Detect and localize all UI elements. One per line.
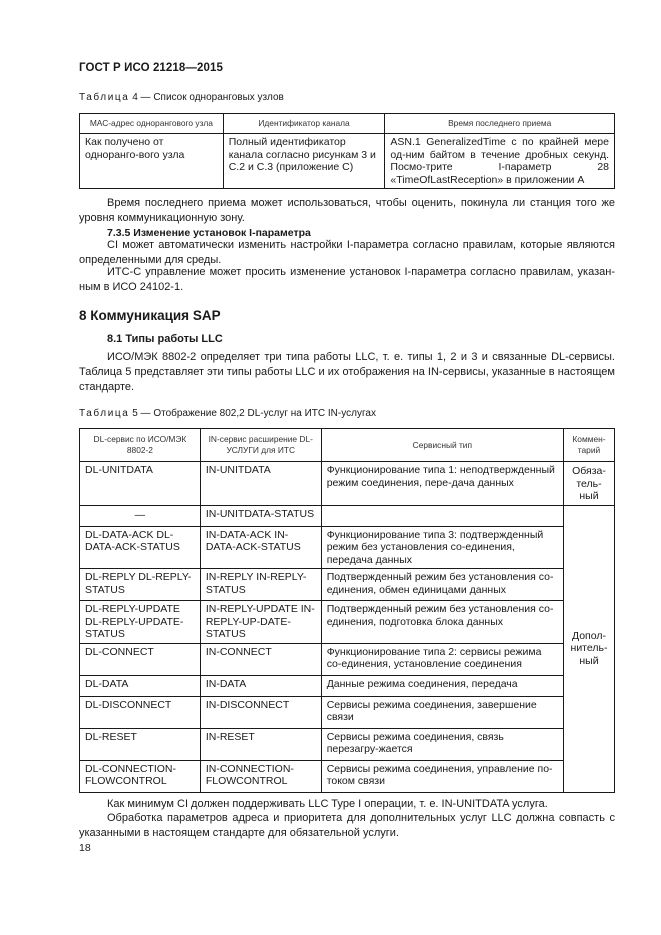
table-row	[80, 696, 615, 728]
in-service-cell: IN-CONNECT	[200, 643, 321, 675]
column-header: Сервисный тип	[321, 429, 563, 462]
table-row	[80, 134, 615, 189]
column-header: Время последнего приема	[385, 114, 615, 134]
paragraph: CI может автоматически изменить настройки I-параметра согласно правилам, которые являются определенными для среды.	[79, 239, 615, 266]
dl-service-cell: DL-DATA-ACK DL-DATA-ACK-STATUS	[80, 526, 201, 569]
dl-service-cell: DL-UNITDATA	[80, 462, 201, 506]
dl-service-cell: DL-DISCONNECT	[80, 696, 201, 728]
paragraph: ИСО/МЭК 8802-2 определяет три типа работы LLC, т. е. типы 1, 2 и 3 и связанные DL-сервисы. Таблица 5 представляет эти типы работы LLC и их отображения на IN-сервисы, указанные в настоящем стандарте.	[79, 351, 615, 393]
section-heading: 8 Коммуникация SAP	[79, 308, 221, 323]
in-service-cell: IN-DATA	[200, 675, 321, 696]
table-header-row	[80, 114, 615, 134]
column-header: МАС-адрес однорангового узла	[80, 114, 224, 134]
column-header: DL-сервис по ИСО/МЭК 8802-2	[80, 429, 201, 462]
table-row	[80, 760, 615, 792]
service-type-cell: Функционирование типа 2: сервисы режима со-единения, установление соединения	[321, 643, 563, 675]
table-peer-list	[79, 113, 615, 189]
column-header: Коммен-тарий	[563, 429, 614, 462]
table-dl-mapping	[79, 428, 615, 793]
table4-caption-text: 4 — Список одноранговых узлов	[129, 92, 284, 103]
service-type-cell: Данные режима соединения, передача	[321, 675, 563, 696]
comment-cell-optional: Допол-нитель-ный	[563, 505, 614, 792]
in-service-cell: IN-UNITDATA	[200, 462, 321, 506]
table5-caption-prefix: Таблица	[79, 408, 130, 419]
service-type-cell	[321, 505, 563, 526]
service-type-cell: Функционирование типа 1: неподтвержденный режим соединения, пере-дача данных	[321, 462, 563, 506]
in-service-cell: IN-DATA-ACK IN-DATA-ACK-STATUS	[200, 526, 321, 569]
column-header: Идентификатор канала	[223, 114, 385, 134]
table-row	[80, 526, 615, 569]
in-service-cell: IN-UNITDATA-STATUS	[200, 505, 321, 526]
table-row	[80, 643, 615, 675]
table-row	[80, 675, 615, 696]
table-cell: ASN.1 GeneralizedTime с по крайней мере од-ним байтом в течение дробных секунд. Посмо-трите I-параметр 28 «TimeOfLastReception» в приложении А	[385, 134, 615, 189]
service-type-cell: Подтвержденный режим без установления со-единения, обмен единицами данных	[321, 569, 563, 601]
paragraph: Время последнего приема может использоваться, чтобы оценить, покинула ли станция того же уровня коммуникационную зону.	[79, 197, 615, 224]
dl-service-cell: DL-DATA	[80, 675, 201, 696]
table-row	[80, 601, 615, 644]
paragraph: Обработка параметров адреса и приоритета для дополнительных услуг LLC должна совпасть с указанными в настоящем стандарте для обязательной услуги.	[79, 812, 615, 839]
paragraph: Как минимум CI должен поддерживать LLC Type I операции, т. е. IN-UNITDATA услуга.	[107, 798, 548, 810]
service-type-cell: Подтвержденный режим без установления со-единения, подготовка блока данных	[321, 601, 563, 644]
table-header-row	[80, 429, 615, 462]
in-service-cell: IN-REPLY-UPDATE IN-REPLY-UP-DATE-STATUS	[200, 601, 321, 644]
table5-caption	[79, 408, 376, 419]
table-cell: Как получено от одноранго-вого узла	[80, 134, 224, 189]
paragraph: ИТС-С управление может просить изменение установок I-параметра согласно правилам, указан-ным в ИСО 24102-1.	[79, 266, 615, 293]
column-header: IN-сервис расширение DL-УСЛУГИ для ИТС	[200, 429, 321, 462]
dl-service-cell: DL-REPLY DL-REPLY-STATUS	[80, 569, 201, 601]
dl-service-cell: DL-REPLY-UPDATE DL-REPLY-UPDATE-STATUS	[80, 601, 201, 644]
table-cell: Полный идентификатор канала согласно рисункам 3 и С.2 и С.3 (приложение С)	[223, 134, 385, 189]
dl-service-cell: DL-RESET	[80, 728, 201, 760]
in-service-cell: IN-DISCONNECT	[200, 696, 321, 728]
subsection-heading: 8.1 Типы работы LLC	[107, 333, 223, 345]
service-type-cell: Функционирование типа 3: подтвержденный режим без установления со-единения, передача данных	[321, 526, 563, 569]
dl-service-cell: —	[80, 505, 201, 526]
comment-cell-mandatory: Обяза-тель-ный	[563, 462, 614, 506]
in-service-cell: IN-RESET	[200, 728, 321, 760]
table-row	[80, 462, 615, 506]
dl-service-cell: DL-CONNECT	[80, 643, 201, 675]
in-service-cell: IN-CONNECTION-FLOWCONTROL	[200, 760, 321, 792]
service-type-cell: Сервисы режима соединения, управление по-током связи	[321, 760, 563, 792]
table5-caption-text: 5 — Отображение 802,2 DL-услуг на ИТС IN-услугах	[129, 408, 376, 419]
service-type-cell: Сервисы режима соединения, связь перезагру-жается	[321, 728, 563, 760]
page-number: 18	[79, 842, 91, 854]
table-row	[80, 569, 615, 601]
service-type-cell: Сервисы режима соединения, завершение связи	[321, 696, 563, 728]
table4-caption-prefix: Таблица	[79, 92, 130, 103]
table-row	[80, 505, 615, 526]
dl-service-cell: DL-CONNECTION-FLOWCONTROL	[80, 760, 201, 792]
table4-caption	[79, 92, 284, 103]
in-service-cell: IN-REPLY IN-REPLY-STATUS	[200, 569, 321, 601]
table-row	[80, 728, 615, 760]
subsection-heading: 7.3.5 Изменение установок I-параметра	[107, 227, 311, 239]
document-code: ГОСТ Р ИСО 21218—2015	[79, 62, 224, 74]
